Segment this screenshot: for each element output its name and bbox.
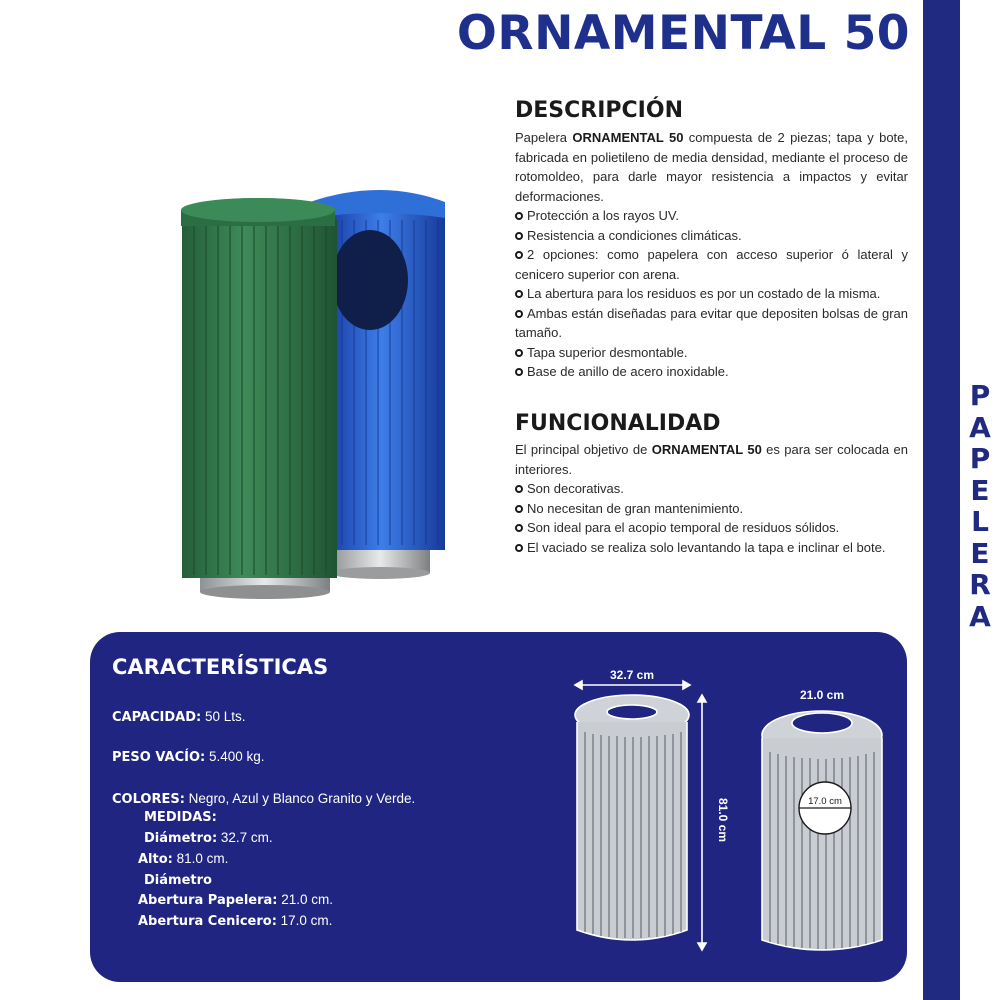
list-item: [515, 226, 908, 246]
diametro-row: [144, 830, 273, 846]
medidas-row: [144, 809, 217, 825]
side-letter: P: [969, 442, 991, 475]
height-dimension-label: 81.0 cm: [716, 797, 730, 843]
descripcion-intro: [515, 130, 908, 204]
side-opening-label: 17.0 cm: [808, 796, 842, 807]
abertura-papelera-row: [138, 892, 333, 908]
bullet-text: Protección a los rayos UV.: [527, 208, 679, 223]
side-letter: E: [970, 536, 990, 570]
diametro-label: Diámetro:: [144, 831, 218, 846]
bullet-icon: [515, 349, 523, 357]
intro-text: es para ser colocada en interiores.: [515, 442, 908, 477]
capacidad-label: CAPACIDAD:: [112, 710, 202, 725]
side-letter: P: [969, 379, 991, 412]
alto-row: [138, 851, 228, 867]
side-letter: R: [969, 568, 991, 601]
peso-value: 5.400 kg.: [205, 749, 265, 764]
page-title: ORNAMENTAL 50: [456, 6, 910, 61]
width-dimension-label: 32.7 cm: [609, 668, 655, 682]
colores-value: Negro, Azul y Blanco Granito y Verde.: [184, 791, 416, 806]
peso-label: PESO VACÍO:: [112, 750, 206, 765]
alto-label: Alto:: [138, 852, 173, 867]
caracteristicas-heading: CARACTERÍSTICAS: [112, 655, 329, 679]
bullet-text: 2 opciones: como papelera con acceso superior ó lateral y cenicero superior con arena.: [515, 247, 908, 282]
list-item: [515, 245, 908, 284]
capacidad-value: 50 Lts.: [201, 709, 246, 724]
bullet-icon: [515, 544, 523, 552]
side-letter: L: [971, 505, 989, 538]
funcionalidad-body: [515, 440, 908, 557]
product-name: ORNAMENTAL 50: [572, 130, 684, 145]
bullet-icon: [515, 251, 523, 259]
abertura-cenicero-value: 17.0 cm.: [276, 913, 333, 928]
green-bin: [181, 198, 337, 599]
list-item: [515, 362, 908, 382]
list-item: [515, 518, 908, 538]
funcionalidad-intro: [515, 442, 908, 477]
bullet-text: La abertura para los residuos es por un costado de la misma.: [527, 286, 881, 301]
bullet-icon: [515, 232, 523, 240]
bullet-icon: [515, 310, 523, 318]
colores-label: COLORES:: [112, 792, 185, 807]
bullet-text: Son decorativas.: [527, 481, 624, 496]
top-opening-label: 21.0 cm: [799, 688, 845, 702]
bullet-text: Ambas están diseñadas para evitar que depositen bolsas de gran tamaño.: [515, 305, 908, 340]
bullet-icon: [515, 505, 523, 513]
abertura-papelera-label: Abertura Papelera:: [138, 893, 278, 908]
product-name: ORNAMENTAL 50: [651, 442, 762, 457]
side-letter: E: [970, 473, 990, 507]
side-accent-bar: [923, 0, 960, 1000]
list-item: [515, 479, 908, 499]
intro-text: Papelera: [515, 130, 573, 145]
side-label-papelera: [960, 380, 1000, 632]
funcionalidad-heading: FUNCIONALIDAD: [515, 411, 721, 436]
peso-row: [112, 749, 265, 765]
intro-text: El principal objetivo de: [515, 442, 652, 457]
abertura-cenicero-label: Abertura Cenicero:: [138, 914, 277, 929]
bullet-text: Tapa superior desmontable.: [527, 344, 688, 360]
abertura-papelera-value: 21.0 cm.: [277, 892, 334, 907]
colores-row: [112, 791, 415, 807]
list-item: [515, 343, 908, 363]
bullet-icon: [515, 524, 523, 532]
bullet-text: No necesitan de gran mantenimiento.: [527, 500, 744, 516]
list-item: [515, 538, 908, 558]
side-letter: A: [969, 410, 991, 444]
bullet-icon: [515, 485, 523, 493]
intro-text: compuesta de 2 piezas; tapa y bote, fabricada en polietileno de media densidad, mediante el proceso de rotomoldeo, para darle mayor resistencia a impactos y evitar deformaciones.: [515, 130, 909, 204]
dimension-drawing: [555, 660, 885, 960]
capacidad-row: [112, 709, 246, 725]
descripcion-body: [515, 128, 908, 382]
product-photo: [170, 180, 460, 610]
bullet-icon: [515, 290, 523, 298]
bullet-text: El vaciado se realiza solo levantando la tapa e inclinar el bote.: [527, 539, 886, 555]
bullet-text: Base de anillo de acero inoxidable.: [527, 364, 729, 379]
bullet-icon: [515, 368, 523, 376]
list-item: [515, 206, 908, 226]
diametro-value: 32.7 cm.: [217, 830, 273, 845]
list-item: [515, 284, 908, 304]
list-item: [515, 499, 908, 519]
list-item: [515, 304, 908, 343]
bullet-text: Son ideal para el acopio temporal de residuos sólidos.: [527, 520, 840, 535]
bullet-text: Resistencia a condiciones climáticas.: [527, 227, 742, 243]
abertura-cenicero-row: [138, 913, 332, 929]
medidas-label: MEDIDAS:: [144, 810, 217, 825]
alto-value: 81.0 cm.: [172, 851, 229, 866]
bullet-icon: [515, 212, 523, 220]
side-letter: A: [969, 599, 991, 633]
diametro2-row: [144, 872, 212, 888]
diametro2-label: Diámetro: [144, 873, 212, 888]
descripcion-heading: DESCRIPCIÓN: [515, 98, 683, 123]
